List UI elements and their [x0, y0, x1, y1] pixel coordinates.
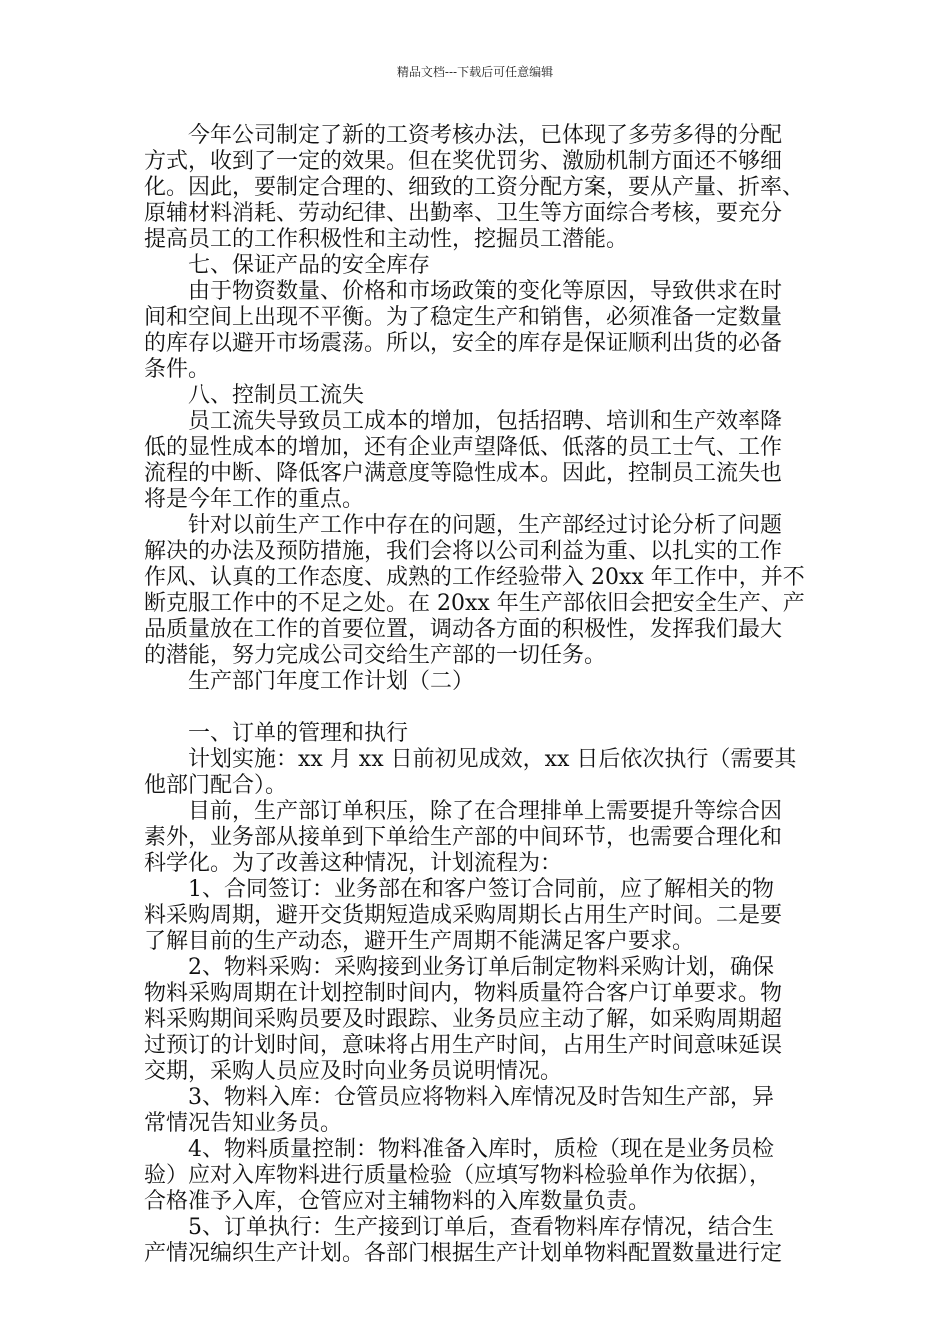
section-heading: 七、保证产品的安全库存 — [188, 253, 431, 278]
list-item: 4、物料质量控制：物料准备入库时，质检（现在是业务员检 验）应对入库物料进行质量检验（应填写物料检验单作为依据）， 合格准予入库，仓管应对主辅物料的入库数量负责。 — [144, 1137, 774, 1214]
list-item: 1、合同签订：业务部在和客户签订合同前，应了解相关的物 料采购周期，避开交货期短造成采购周期长占用生产时间。二是要 了解目前的生产动态，避开生产周期不能满足客户要求。 — [144, 877, 783, 954]
paragraph: 由于物资数量、价格和市场政策的变化等原因，导致供求在时 间和空间上出现不平衡。为了稳定生产和销售，必须准备一定数量 的库存以避开市场震荡。所以，安全的库存是保证顺利出货的必备 条件。 — [144, 279, 783, 382]
paragraph: 目前，生产部订单积压，除了在合理排单上需要提升等综合因 素外，业务部从接单到下单给生产部的中间环节，也需要合理化和 科学化。为了改善这种情况，计划流程为： — [144, 799, 783, 876]
paragraph: 员工流失导致员工成本的增加，包括招聘、培训和生产效率降 低的显性成本的增加，还有企业声望降低、低落的员工士气、工作 流程的中断、降低客户满意度等隐性成本。因此，控制员工流失也 将是今年工作的重点。 — [144, 409, 783, 512]
list-item: 5、订单执行：生产接到订单后，查看物料库存情况，结合生 产情况编织生产计划。各部门根据生产计划单物料配置数量进行定 — [144, 1215, 783, 1266]
paragraph: 计划实施：xx 月 xx 日前初见成效，xx 日后依次执行（需要其 他部门配合）。 — [144, 747, 797, 798]
document-body — [144, 123, 808, 1267]
paragraph: 今年公司制定了新的工资考核办法，已体现了多劳多得的分配 方式，收到了一定的效果。但在奖优罚劣、激励机制方面还不够细 化。因此，要制定合理的、细致的工资分配方案，要从产量、折率、 原辅材料消耗、劳动纪律、出勤率、卫生等方面综合考核，要充分 提高员工的工作积极性和主动性，挖掘员工潜能。 — [144, 123, 805, 252]
document-subtitle: 生产部门年度工作计划（二） — [188, 669, 475, 694]
section-heading: 八、控制员工流失 — [188, 383, 365, 408]
paragraph: 针对以前生产工作中存在的问题，生产部经过讨论分析了问题 解决的办法及预防措施，我们会将以公司利益为重、以扎实的工作 作风、认真的工作态度、成熟的工作经验带入 20xx 年工作中，并不 断克服工作中的不足之处。在 20xx 年生产部依旧会把安全生产、产 品质量放在工作的首要位置，调动各方面的积极性，发挥我们最大 的潜能，努力完成公司交给生产部的一切任务。 — [144, 513, 805, 668]
list-item: 3、物料入库：仓管员应将物料入库情况及时告知生产部，异 常情况告知业务员。 — [144, 1085, 774, 1136]
blank-line — [144, 695, 808, 721]
page-header: 精品文档---下载后可任意编辑 — [396, 65, 554, 79]
section-heading: 一、订单的管理和执行 — [188, 721, 409, 746]
list-item: 2、物料采购：采购接到业务订单后制定物料采购计划，确保 物料采购周期在计划控制时间内，物料质量符合客户订单要求。物 料采购期间采购员要及时跟踪、业务员应主动了解，如采购周期超 过预订的计划时间，意味将占用生产时间，占用生产时间意味延误 交期，采购人员应及时向业务员说明情况。 — [144, 955, 783, 1084]
